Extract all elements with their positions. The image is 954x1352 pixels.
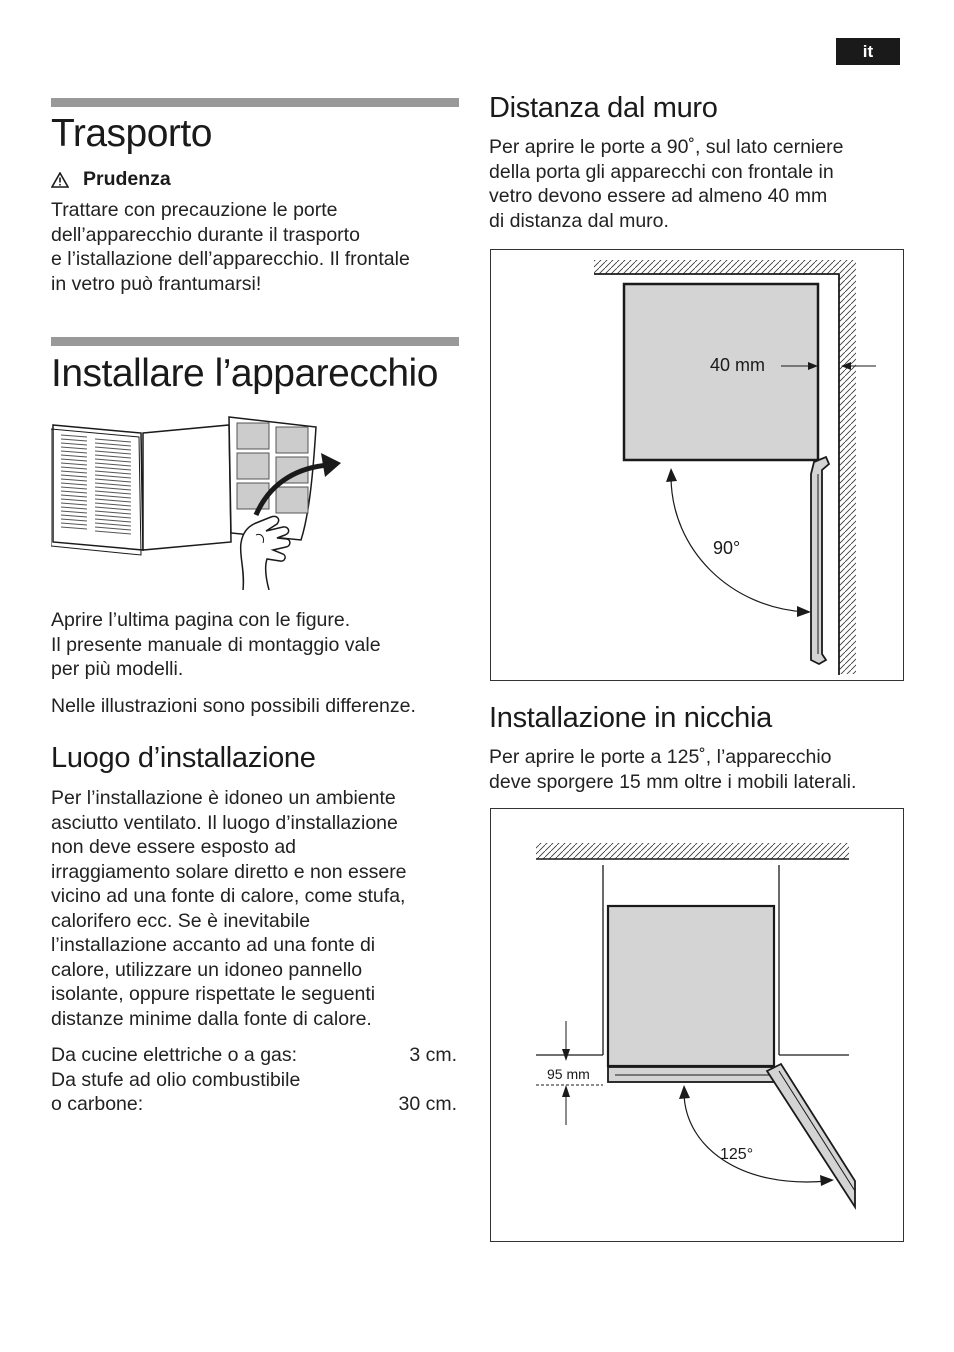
distance-label-40mm: 40 mm: [710, 355, 766, 375]
angle-label-125: 125°: [720, 1146, 754, 1163]
text-line: calore, utilizzare un idoneo pannello: [51, 958, 363, 981]
text-line: vetro devono essere ad almeno 40 mm: [489, 185, 828, 207]
niche-figure: [490, 808, 904, 1242]
caution-label: Prudenza: [83, 168, 171, 190]
wall-distance-figure: [490, 249, 904, 681]
caution-header: [51, 168, 171, 191]
distance-row: [51, 1092, 457, 1117]
text-line: in vetro può frantumarsi!: [51, 272, 262, 295]
heading-niche: Installazione in nicchia: [489, 702, 772, 734]
language-badge: it: [836, 38, 900, 65]
open-manual-illustration: [51, 405, 351, 590]
distance-label: o carbone:: [51, 1093, 144, 1115]
angle-label-90: 90°: [713, 538, 741, 558]
text-line: di distanza dal muro.: [489, 209, 669, 232]
text-line: calorifero ecc. Se è inevitabile: [51, 909, 311, 932]
text-line: isolante, oppure rispettate le seguenti: [51, 983, 376, 1005]
text-line: irraggiamento solare diretto e non essere: [51, 860, 407, 883]
heat-distance-table: [51, 1043, 457, 1117]
text-line: Trattare con precauzione le porte: [51, 199, 338, 221]
distance-row: [51, 1043, 457, 1068]
wall-distance-diagram: [491, 250, 903, 680]
install-paragraph-1: [51, 608, 461, 682]
location-text: [51, 786, 466, 1031]
text-line: distanze minime dalla fonte di calore.: [51, 1007, 372, 1030]
text-line: per più modelli.: [51, 658, 184, 680]
text-line: Per aprire le porte a 125˚, l’apparecchio: [489, 746, 832, 768]
text-line: della porta gli apparecchi con frontale in: [489, 160, 834, 183]
distance-value: 30 cm.: [398, 1093, 457, 1115]
text-line: Per aprire le porte a 90˚, sul lato cerniere: [489, 136, 844, 158]
heading-location: Luogo d’installazione: [51, 742, 316, 774]
text-line: asciutto ventilato. Il luogo d’installazione: [51, 811, 398, 834]
heading-wall-distance: Distanza dal muro: [489, 92, 718, 124]
heading-install: Installare l’apparecchio: [51, 352, 438, 395]
text-line: deve sporgere 15 mm oltre i mobili laterali.: [489, 770, 857, 793]
warning-triangle-icon: [51, 172, 69, 188]
distance-label: Da cucine elettriche o a gas:: [51, 1044, 298, 1066]
text-line: l’installazione accanto ad una fonte di: [51, 934, 376, 956]
niche-text: [489, 745, 909, 794]
heading-transport: Trasporto: [51, 112, 212, 155]
text-line: e l’istallazione dell’apparecchio. Il frontale: [51, 248, 410, 270]
distance-row: [51, 1068, 457, 1093]
text-line: dell’apparecchio durante il trasporto: [51, 223, 360, 246]
text-line: Nelle illustrazioni sono possibili differenze.: [51, 695, 416, 717]
text-line: Per l’installazione è idoneo un ambiente: [51, 787, 396, 809]
text-line: vicino ad una fonte di calore, come stufa,: [51, 885, 406, 907]
caution-text: [51, 198, 461, 296]
section-rule-install: [51, 337, 459, 346]
text-line: Il presente manuale di montaggio vale: [51, 633, 381, 656]
text-line: Aprire l’ultima pagina con le figure.: [51, 609, 351, 631]
section-rule-transport: [51, 98, 459, 107]
install-paragraph-2: [51, 694, 471, 719]
distance-value: 3 cm.: [409, 1044, 457, 1066]
distance-label: Da stufe ad olio combustibile: [51, 1068, 301, 1091]
text-line: non deve essere esposto ad: [51, 836, 297, 858]
wall-distance-text: [489, 135, 909, 233]
niche-diagram: [491, 809, 903, 1241]
distance-label-95mm: 95 mm: [547, 1066, 590, 1082]
